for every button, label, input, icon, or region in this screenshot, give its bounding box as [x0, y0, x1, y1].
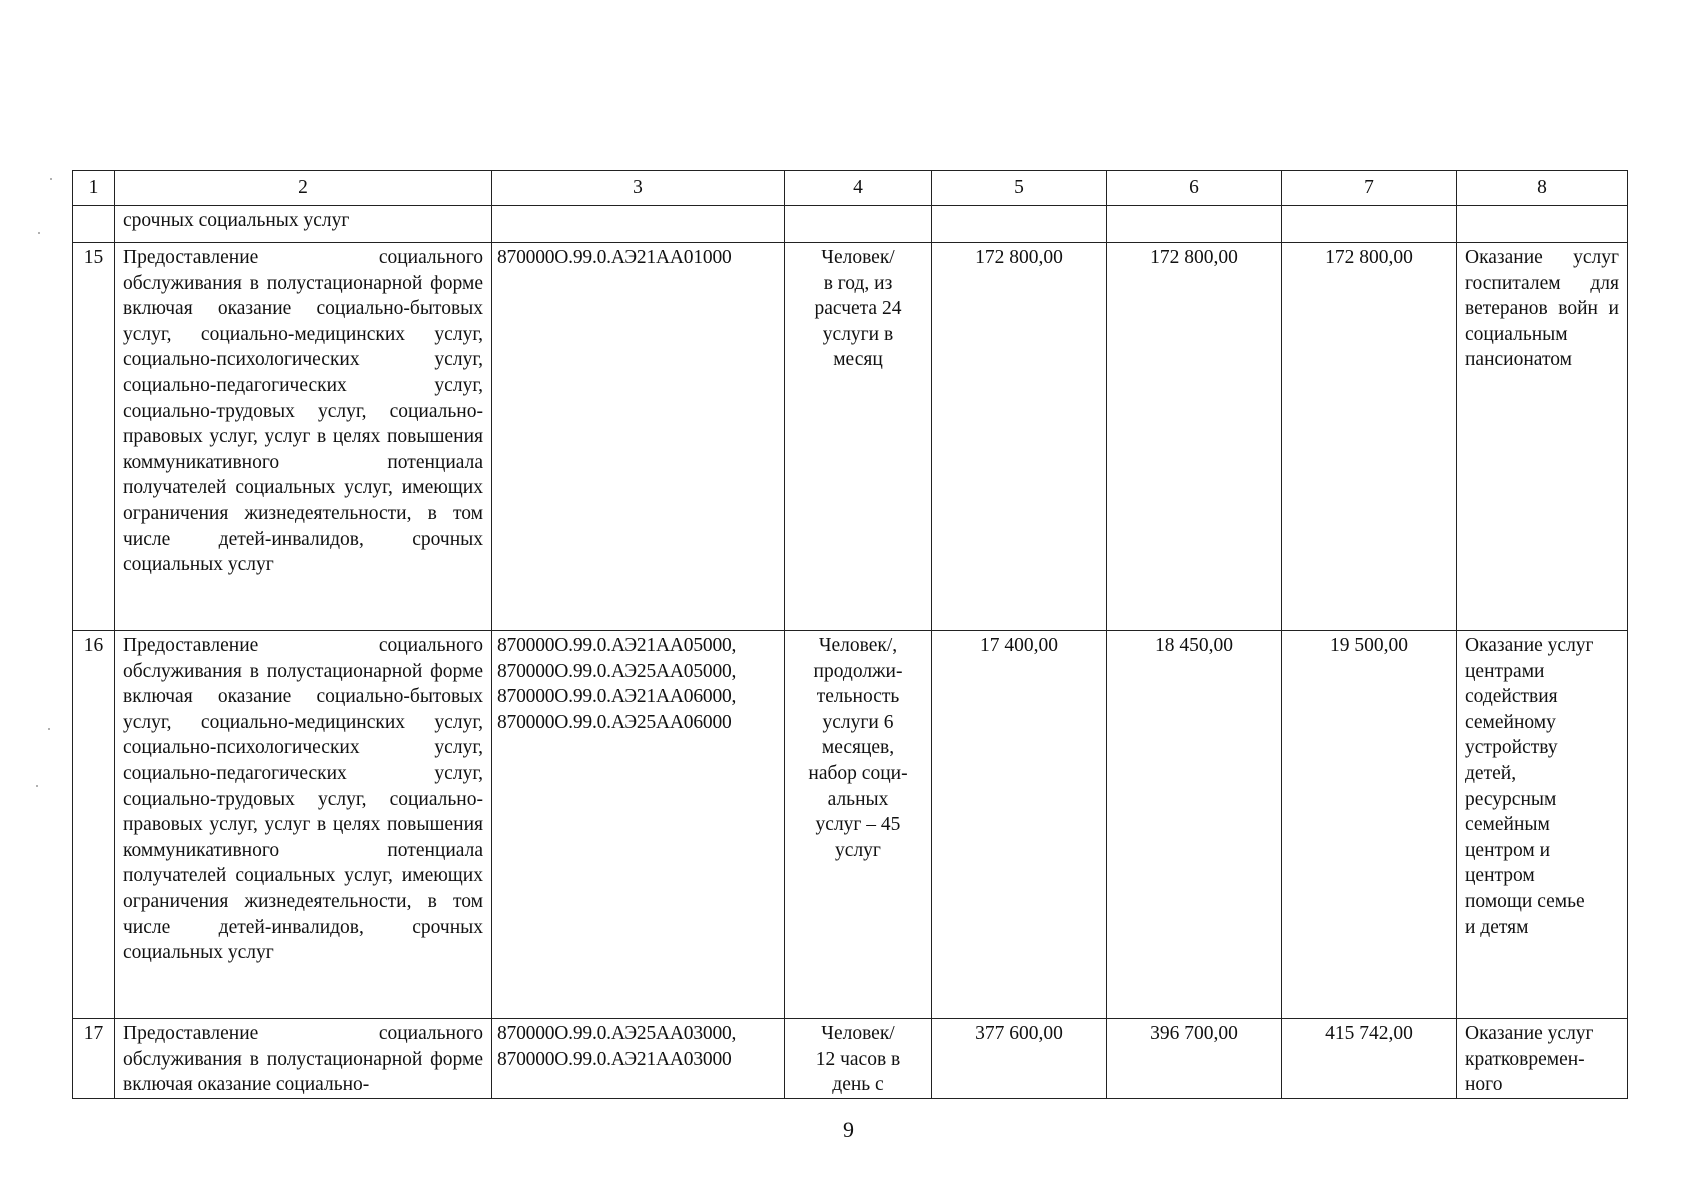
- scan-speck: [50, 178, 52, 180]
- scan-speck: [48, 728, 50, 730]
- note-line: кратковремен-: [1465, 1048, 1585, 1070]
- value-col-7: [1282, 206, 1457, 243]
- registry-code: [492, 243, 785, 631]
- value-col-5: 17 400,00: [932, 631, 1107, 1019]
- col-header-5: 5: [932, 171, 1107, 206]
- unit-of-measure: [785, 1019, 932, 1099]
- unit-line: в год, из: [823, 272, 893, 294]
- note-line: центром и: [1465, 839, 1551, 861]
- col-header-1: 1: [73, 171, 115, 206]
- unit-line: месяцев,: [821, 737, 895, 759]
- service-description: Предоставление социального обслуживания в полустационарной форме включая оказание социально-: [115, 1019, 492, 1099]
- code-line: 870000О.99.0.АЭ25АА05000,: [497, 660, 737, 682]
- unit-of-measure: [785, 243, 932, 631]
- note: Оказание услуг госпиталем для ветеранов войн и социальным пансионатом: [1457, 243, 1628, 631]
- row-number: 15: [73, 243, 115, 631]
- value-col-6: 18 450,00: [1107, 631, 1282, 1019]
- registry-code: [492, 1019, 785, 1099]
- unit-line: услуг: [835, 839, 881, 861]
- note: [1457, 206, 1628, 243]
- code-line: 870000О.99.0.АЭ21АА05000,: [497, 635, 737, 656]
- unit-line: альных: [827, 788, 889, 810]
- note-line: ного: [1465, 1074, 1503, 1096]
- note-line: помощи семье: [1465, 890, 1585, 912]
- note-line: Оказание услуг: [1465, 1023, 1594, 1044]
- service-description: Предоставление социального обслуживания в полустационарной форме включая оказание социально-бытовых услуг, социально-медицинских услуг, социально-психологических услуг, социально-педагогических услуг, социально-трудовых услуг, социально-правовых услуг, услуг в целях повышения коммуникативного потенциала получателей социальных услуг, имеющих ограничения жизнедеятельности, в том числе детей-инвалидов, срочных социальных услуг: [115, 631, 492, 1019]
- value-col-6: [1107, 206, 1282, 243]
- unit-line: месяц: [833, 349, 883, 371]
- value-col-7: 172 800,00: [1282, 243, 1457, 631]
- scan-speck: [38, 232, 40, 234]
- registry-code: [492, 631, 785, 1019]
- col-header-8: 8: [1457, 171, 1628, 206]
- row-number: 17: [73, 1019, 115, 1099]
- note-line: семейному: [1465, 711, 1556, 733]
- note-line: детей,: [1465, 762, 1517, 784]
- unit-line: услуг – 45: [815, 814, 901, 836]
- col-header-2: 2: [115, 171, 492, 206]
- code-line: 870000О.99.0.АЭ25АА03000,: [497, 1023, 737, 1044]
- row-number: [73, 206, 115, 243]
- unit-line: набор соци-: [808, 762, 908, 784]
- unit-line: Человек/: [821, 247, 895, 268]
- services-table: [72, 170, 1628, 1099]
- unit-line: тельность: [816, 686, 900, 708]
- value-col-6: 172 800,00: [1107, 243, 1282, 631]
- unit-line: день с: [832, 1074, 884, 1096]
- note-line: центром: [1465, 865, 1535, 887]
- value-col-7: 415 742,00: [1282, 1019, 1457, 1099]
- code-line: 870000О.99.0.АЭ21АА06000,: [497, 686, 737, 708]
- note-line: семейным: [1465, 814, 1550, 836]
- note: [1457, 1019, 1628, 1099]
- unit-line: расчета 24: [814, 298, 902, 320]
- note-line: Оказание услуг: [1465, 635, 1594, 656]
- service-description: Предоставление социального обслуживания в полустационарной форме включая оказание социально-бытовых услуг, социально-медицинских услуг, социально-психологических услуг, социально-педагогических услуг, социально-трудовых услуг, социально-правовых услуг, услуг в целях повышения коммуникативного потенциала получателей социальных услуг, имеющих ограничения жизнедеятельности, в том числе детей-инвалидов, срочных социальных услуг: [115, 243, 492, 631]
- unit-line: продолжи-: [813, 660, 903, 682]
- note-line: и детям: [1465, 916, 1529, 938]
- col-header-7: 7: [1282, 171, 1457, 206]
- service-description: срочных социальных услуг: [115, 206, 492, 243]
- unit-line: 12 часов в: [815, 1048, 901, 1070]
- code-line: 870000О.99.0.АЭ21АА03000: [497, 1048, 732, 1070]
- unit-line: Человек/,: [818, 635, 898, 656]
- note-line: устройству: [1465, 737, 1558, 759]
- unit-of-measure: [785, 206, 932, 243]
- unit-of-measure: [785, 631, 932, 1019]
- value-col-7: 19 500,00: [1282, 631, 1457, 1019]
- unit-line: услуги в: [822, 323, 894, 345]
- table-row-16: [73, 631, 1628, 1019]
- value-col-5: [932, 206, 1107, 243]
- note-line: ресурсным: [1465, 788, 1557, 810]
- row-number: 16: [73, 631, 115, 1019]
- note-line: содействия: [1465, 686, 1558, 708]
- col-header-3: 3: [492, 171, 785, 206]
- note-line: центрами: [1465, 660, 1545, 682]
- table-row-continuation: [73, 206, 1628, 243]
- code-line: 870000О.99.0.АЭ21АА01000: [497, 247, 732, 268]
- scan-speck: [36, 785, 38, 787]
- unit-line: услуги 6: [822, 711, 894, 733]
- table-row-15: [73, 243, 1628, 631]
- value-col-6: 396 700,00: [1107, 1019, 1282, 1099]
- unit-line: Человек/: [821, 1023, 895, 1044]
- col-header-4: 4: [785, 171, 932, 206]
- value-col-5: 172 800,00: [932, 243, 1107, 631]
- column-number-row: [73, 171, 1628, 206]
- registry-code: [492, 206, 785, 243]
- page-number: 9: [843, 1117, 854, 1142]
- table-row-17: [73, 1019, 1628, 1099]
- value-col-5: 377 600,00: [932, 1019, 1107, 1099]
- code-line: 870000О.99.0.АЭ25АА06000: [497, 711, 732, 733]
- note: [1457, 631, 1628, 1019]
- col-header-6: 6: [1107, 171, 1282, 206]
